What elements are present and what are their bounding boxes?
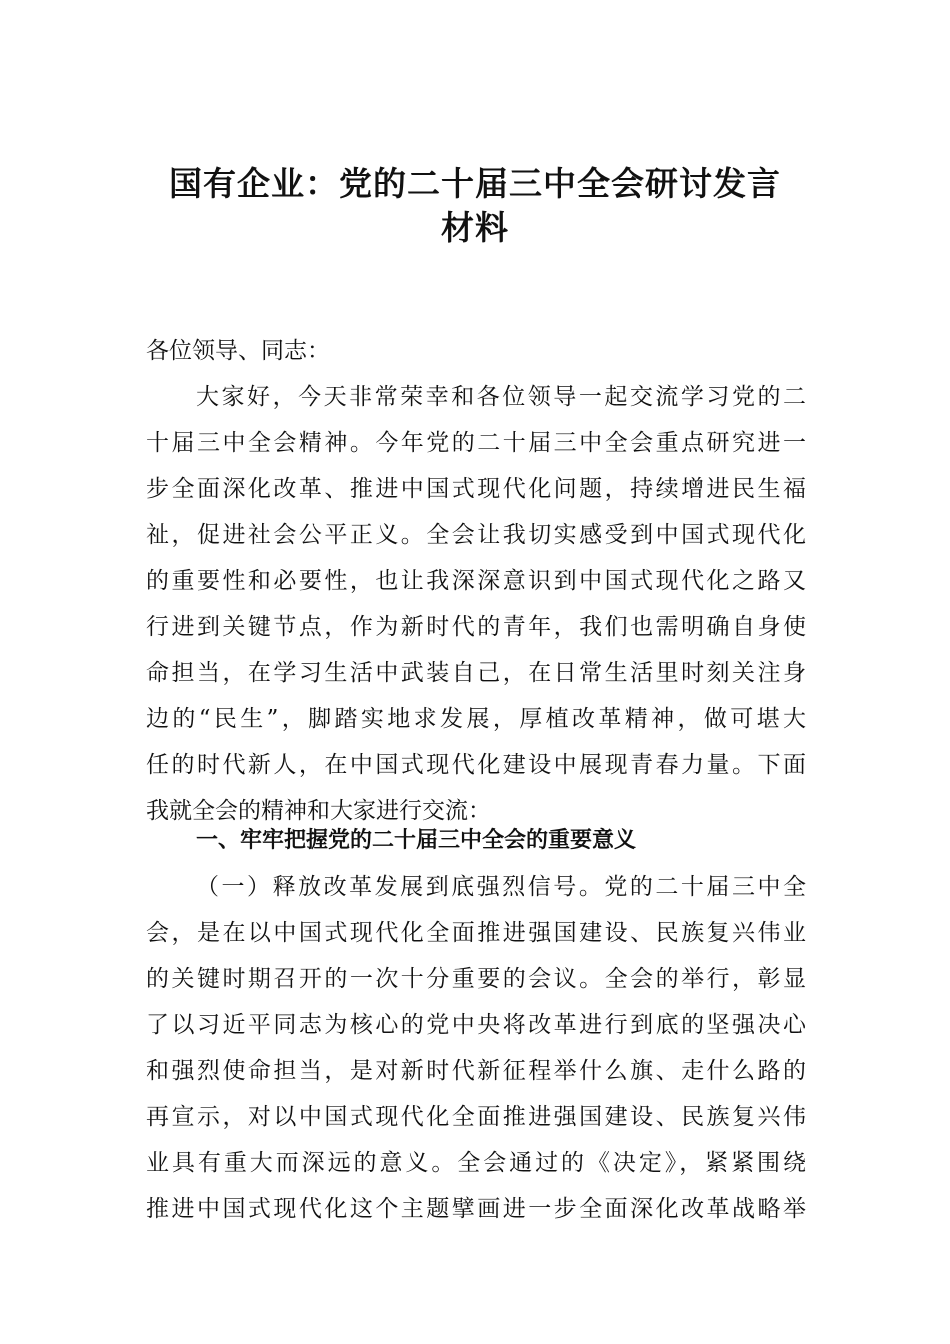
paragraph-1-line-1: 大家好，今天非常荣幸和各位领导一起交流学习党的二 (196, 384, 806, 410)
paragraph-2-line-8: 推进中国式现代化这个主题擘画进一步全面深化改革战略举 (146, 1196, 806, 1222)
paragraph-1-line-5: 的重要性和必要性，也让我深深意识到中国式现代化之路又 (146, 568, 806, 594)
paragraph-2-line-3: 的关键时期召开的一次十分重要的会议。全会的举行，彰显 (146, 966, 806, 992)
paragraph-1-line-9: 任的时代新人，在中国式现代化建设中展现青春力量。下面 (146, 752, 806, 778)
paragraph-2-line-7: 业具有重大而深远的意义。全会通过的《决定》，紧紧围绕 (146, 1150, 806, 1176)
paragraph-2-line-6: 再宣示，对以中国式现代化全面推进强国建设、民族复兴伟 (146, 1104, 806, 1130)
salutation: 各位领导、同志： (146, 338, 330, 364)
document-title-line-1: 国有企业：党的二十届三中全会研讨发言 (169, 164, 781, 203)
paragraph-1-line-2: 十届三中全会精神。今年党的二十届三中全会重点研究进一 (146, 430, 806, 456)
paragraph-2-line-1: （一）释放改革发展到底强烈信号。党的二十届三中全 (196, 874, 806, 900)
paragraph-2-line-2: 会，是在以中国式现代化全面推进强国建设、民族复兴伟业 (146, 920, 806, 946)
paragraph-1-line-3: 步全面深化改革、推进中国式现代化问题，持续增进民生福 (146, 476, 806, 502)
paragraph-1-line-8: 边的“民生”，脚踏实地求发展，厚植改革精神，做可堪大 (146, 706, 806, 732)
document-title-line-2: 材料 (441, 208, 509, 247)
paragraph-2-line-5: 和强烈使命担当，是对新时代新征程举什么旗、走什么路的 (146, 1058, 806, 1084)
paragraph-1-line-4: 祉，促进社会公平正义。全会让我切实感受到中国式现代化 (146, 522, 806, 548)
paragraph-1-line-10: 我就全会的精神和大家进行交流： (146, 798, 491, 824)
section-heading-1: 一、牢牢把握党的二十届三中全会的重要意义 (196, 828, 637, 853)
paragraph-1-line-6: 行进到关键节点，作为新时代的青年，我们也需明确自身使 (146, 614, 806, 640)
paragraph-2-line-4: 了以习近平同志为核心的党中央将改革进行到底的坚强决心 (146, 1012, 806, 1038)
paragraph-1-line-7: 命担当，在学习生活中武装自己，在日常生活里时刻关注身 (146, 660, 806, 686)
